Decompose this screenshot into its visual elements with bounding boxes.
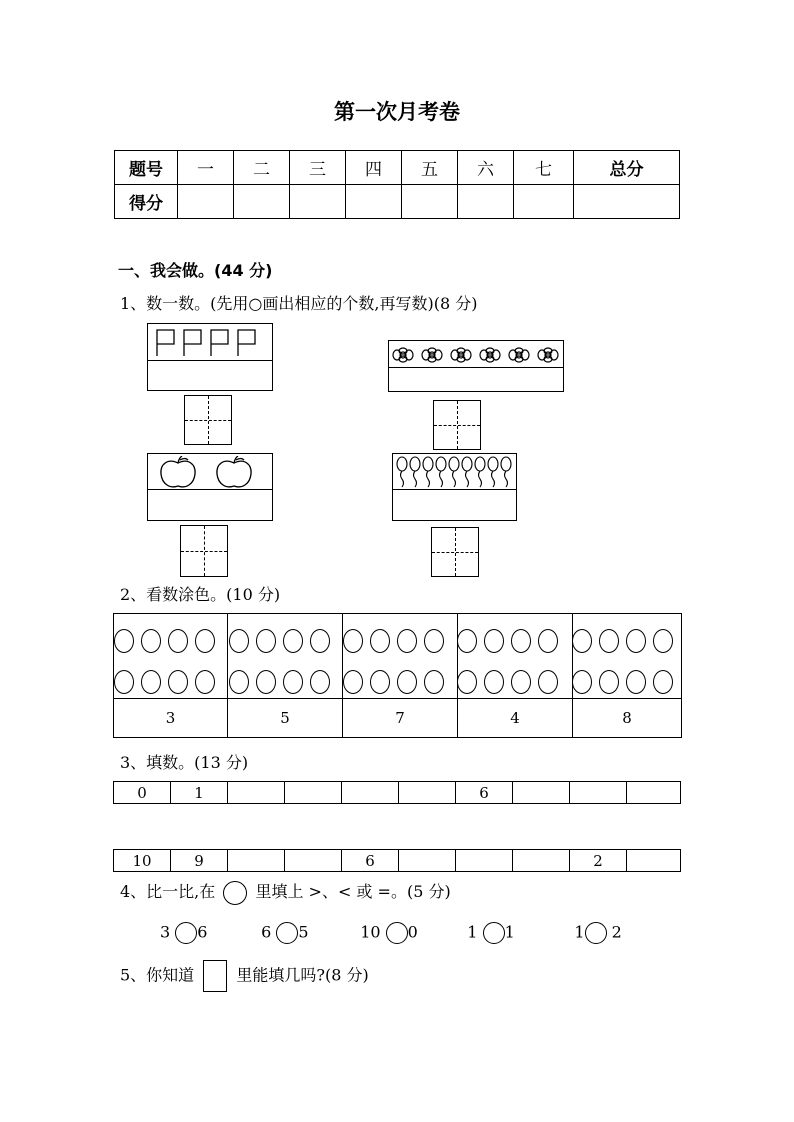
color-circle[interactable] [653, 629, 673, 653]
compare-answer-circle[interactable] [175, 922, 197, 944]
flower-icons [391, 344, 561, 366]
color-circle[interactable] [626, 629, 646, 653]
fill-cell: 10 [114, 850, 171, 872]
compare-pair [261, 922, 355, 944]
score-input-cell[interactable] [402, 185, 458, 219]
color-circle[interactable] [195, 629, 215, 653]
compare-right: 0 [407, 922, 418, 942]
page-title: 第一次月考卷 [334, 100, 460, 124]
score-input-cell[interactable] [290, 185, 346, 219]
color-circle[interactable] [256, 629, 276, 653]
fill-cell[interactable] [228, 782, 285, 804]
score-input-cell[interactable] [514, 185, 574, 219]
compare-answer-circle[interactable] [483, 922, 505, 944]
fill-number-row-1 [113, 781, 681, 804]
color-circle[interactable] [397, 629, 417, 653]
question-3-text: 3、填数。(13 分) [120, 753, 249, 772]
color-circle[interactable] [229, 670, 249, 694]
color-circle[interactable] [310, 629, 330, 653]
flags-count-box [147, 323, 273, 391]
color-number: 4 [458, 699, 573, 738]
fill-cell[interactable] [228, 850, 285, 872]
score-value-row [115, 185, 680, 219]
color-circle[interactable] [343, 670, 363, 694]
color-circle[interactable] [626, 670, 646, 694]
section-heading: 一、我会做。(44 分) [118, 261, 273, 280]
color-circle[interactable] [283, 670, 303, 694]
compare-row [160, 922, 644, 944]
flag-icons [154, 328, 264, 358]
color-circle[interactable] [141, 670, 161, 694]
score-input-cell[interactable] [346, 185, 402, 219]
score-input-cell[interactable] [574, 185, 680, 219]
score-header-cell: 三 [290, 151, 346, 185]
compare-pair [160, 922, 256, 944]
balloon-icons [396, 456, 514, 490]
fill-cell[interactable] [627, 850, 681, 872]
color-circle[interactable] [141, 629, 161, 653]
color-circle[interactable] [572, 670, 592, 694]
question-5-text-after: 里能填几吗?(8 分) [236, 965, 369, 985]
answer-grid-box[interactable] [433, 400, 481, 450]
answer-grid-box[interactable] [180, 525, 228, 577]
compare-right: 2 [611, 922, 622, 942]
color-number: 8 [573, 699, 682, 738]
fill-cell[interactable] [399, 782, 456, 804]
color-circle[interactable] [484, 670, 504, 694]
score-header-cell: 一 [178, 151, 234, 185]
score-row-label: 得分 [115, 185, 178, 219]
answer-grid-box[interactable] [431, 527, 479, 577]
color-circle[interactable] [195, 670, 215, 694]
compare-answer-circle[interactable] [585, 922, 607, 944]
flowers-count-box [388, 340, 564, 392]
question-5-text [120, 960, 369, 992]
question-2-text: 2、看数涂色。(10 分) [120, 585, 281, 604]
score-header-cell: 四 [346, 151, 402, 185]
fill-cell[interactable] [627, 782, 681, 804]
compare-answer-circle[interactable] [276, 922, 298, 944]
color-circle[interactable] [538, 629, 558, 653]
question-4-text-before: 4、比一比,在 [120, 882, 216, 901]
color-circle[interactable] [572, 629, 592, 653]
color-circle[interactable] [511, 670, 531, 694]
fill-cell[interactable] [456, 850, 513, 872]
color-number: 7 [343, 699, 458, 738]
fill-cell: 0 [114, 782, 171, 804]
color-circle[interactable] [114, 670, 134, 694]
color-circle[interactable] [424, 629, 444, 653]
fill-cell[interactable] [399, 850, 456, 872]
score-header-cell: 总分 [574, 151, 680, 185]
color-circle[interactable] [229, 629, 249, 653]
color-circle[interactable] [370, 670, 390, 694]
color-circle[interactable] [397, 670, 417, 694]
color-circle[interactable] [538, 670, 558, 694]
color-circle[interactable] [114, 629, 134, 653]
score-input-cell[interactable] [458, 185, 514, 219]
color-circle[interactable] [457, 670, 477, 694]
compare-pair [574, 922, 644, 944]
answer-square-icon [203, 960, 227, 992]
apple-icons [158, 456, 268, 490]
score-header-cell: 二 [234, 151, 290, 185]
color-circle[interactable] [424, 670, 444, 694]
color-circle[interactable] [653, 670, 673, 694]
color-circle[interactable] [511, 629, 531, 653]
color-circle[interactable] [310, 670, 330, 694]
question-1-text: 1、数一数。(先用○画出相应的个数,再写数)(8 分) [120, 294, 478, 313]
fill-cell: 9 [171, 850, 228, 872]
fill-cell[interactable] [342, 782, 399, 804]
fill-number-row-2 [113, 849, 681, 872]
balloons-count-box [392, 453, 517, 521]
compare-left: 10 [360, 922, 381, 942]
compare-answer-circle[interactable] [386, 922, 408, 944]
compare-circle-icon [223, 881, 247, 905]
color-circle[interactable] [599, 670, 619, 694]
score-header-cell: 六 [458, 151, 514, 185]
compare-left: 6 [261, 922, 272, 942]
number-row [114, 699, 682, 738]
score-table [114, 150, 680, 219]
color-circle[interactable] [343, 629, 363, 653]
color-circle[interactable] [256, 670, 276, 694]
compare-right: 6 [197, 922, 208, 942]
fill-cell: 1 [171, 782, 228, 804]
score-input-cell[interactable] [178, 185, 234, 219]
score-header-row [115, 151, 680, 185]
color-number: 3 [114, 699, 228, 738]
fill-cell[interactable] [285, 850, 342, 872]
color-circle[interactable] [484, 629, 504, 653]
question-5-text-before: 5、你知道 [120, 965, 195, 985]
color-circle[interactable] [168, 629, 188, 653]
compare-left: 1 [574, 922, 585, 942]
fill-cell: 2 [570, 850, 627, 872]
fill-cell[interactable] [570, 782, 627, 804]
compare-pair [467, 922, 569, 944]
color-circle[interactable] [457, 629, 477, 653]
question-4-text [120, 879, 451, 905]
color-circle[interactable] [599, 629, 619, 653]
score-header-cell: 五 [402, 151, 458, 185]
score-header-cell: 七 [514, 151, 574, 185]
color-circle[interactable] [168, 670, 188, 694]
question-4-text-after: 里填上 >、< 或 =。(5 分) [255, 882, 451, 901]
compare-right: 5 [298, 922, 309, 942]
compare-left: 3 [160, 922, 171, 942]
fill-cell: 6 [342, 850, 399, 872]
fill-cell[interactable] [513, 850, 570, 872]
apples-count-box [147, 453, 273, 521]
fill-cell[interactable] [285, 782, 342, 804]
color-circle[interactable] [283, 629, 303, 653]
compare-left: 1 [467, 922, 478, 942]
score-header-cell: 题号 [115, 151, 178, 185]
compare-right: 1 [504, 922, 515, 942]
answer-grid-box[interactable] [184, 395, 232, 445]
color-number: 5 [228, 699, 343, 738]
fill-cell[interactable] [513, 782, 570, 804]
compare-pair [360, 922, 462, 944]
fill-cell: 6 [456, 782, 513, 804]
score-input-cell[interactable] [234, 185, 290, 219]
color-circle[interactable] [370, 629, 390, 653]
